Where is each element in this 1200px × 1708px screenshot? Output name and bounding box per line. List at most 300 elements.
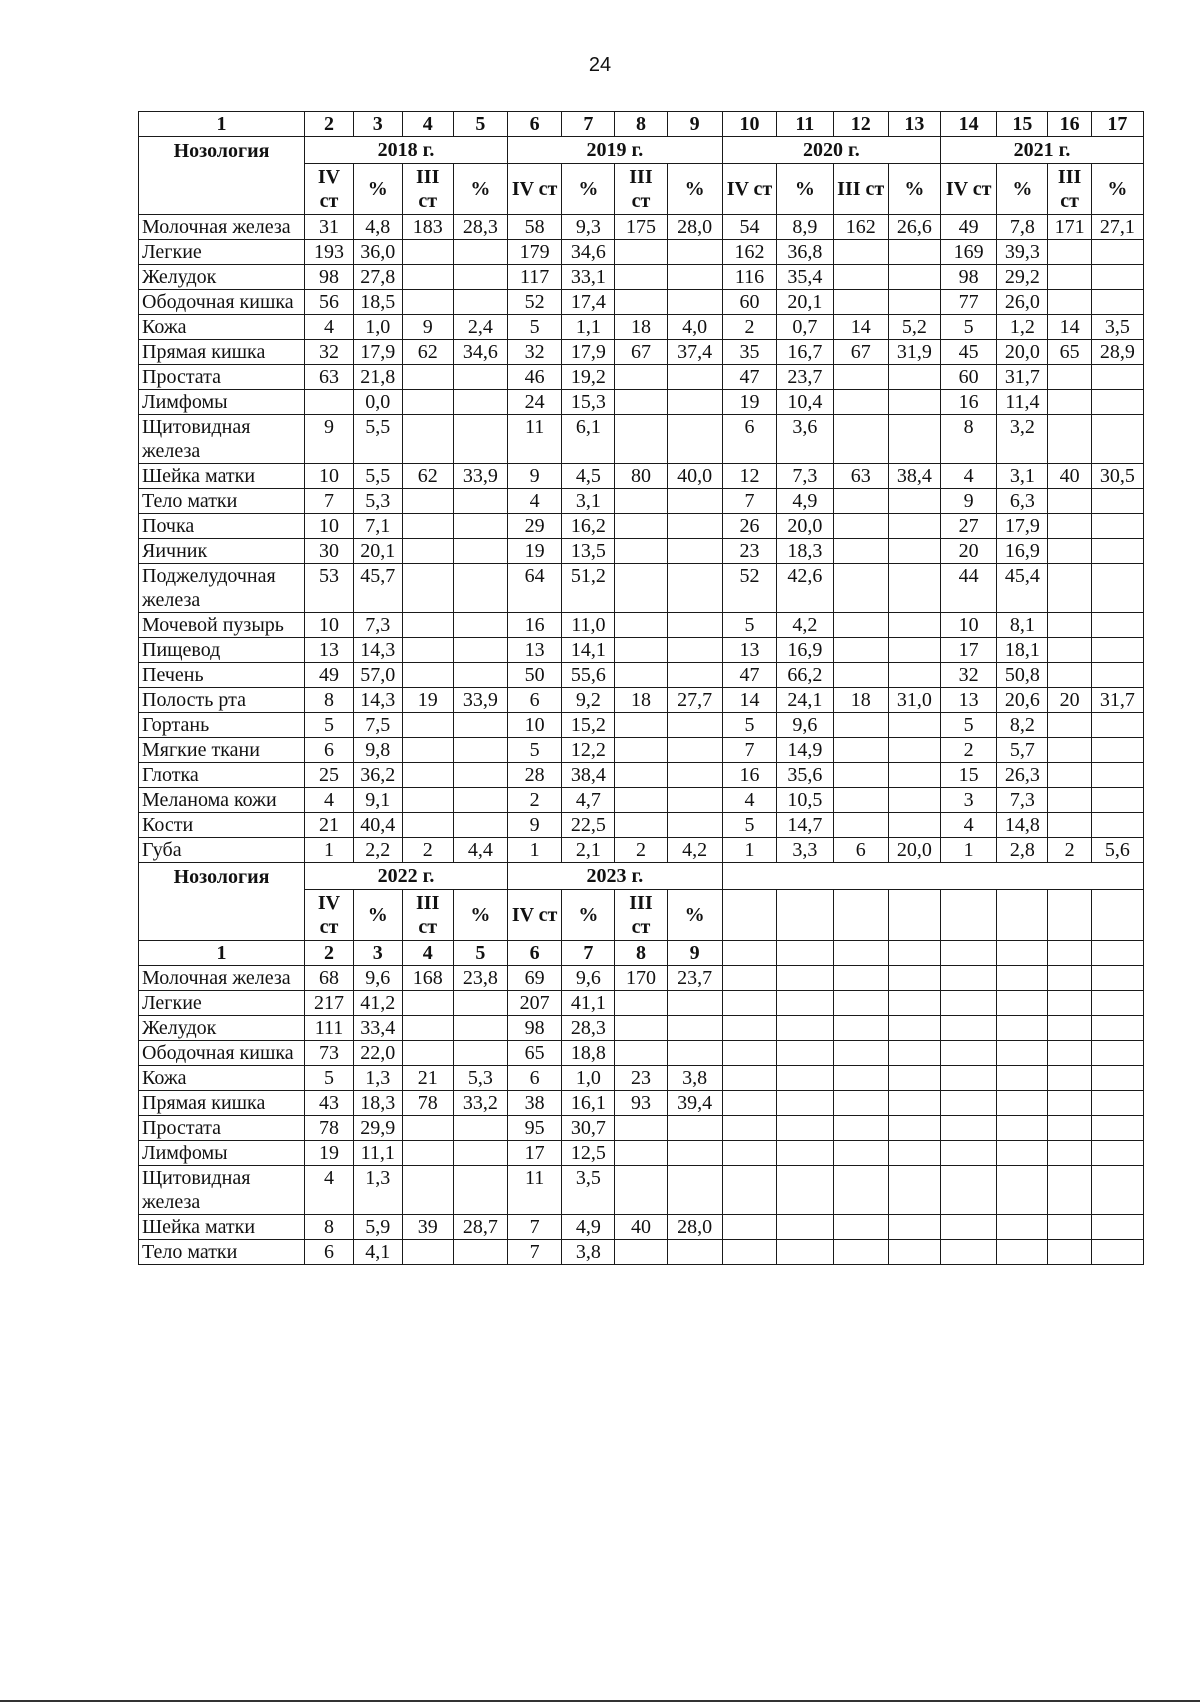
table-row — [139, 489, 1144, 514]
value-cell — [615, 813, 667, 838]
table-row — [139, 688, 1144, 713]
value-cell: 4 — [940, 464, 996, 489]
table-row — [139, 1091, 1144, 1116]
value-cell: 5 — [722, 813, 776, 838]
value-cell: 41,1 — [562, 991, 615, 1016]
value-cell: 17,9 — [353, 340, 402, 365]
empty-cell — [997, 1016, 1048, 1041]
column-number-cell: 4 — [402, 941, 453, 966]
value-cell: 8,1 — [997, 613, 1048, 638]
value-cell: 18 — [615, 688, 667, 713]
empty-cell — [888, 1141, 940, 1166]
value-cell: 4 — [305, 315, 354, 340]
empty-cell — [1091, 1166, 1143, 1215]
empty-cell — [888, 1066, 940, 1091]
value-cell: 51,2 — [562, 564, 615, 613]
value-cell: 36,8 — [777, 240, 833, 265]
column-number-cell: 2 — [305, 112, 354, 137]
empty-cell — [777, 1041, 833, 1066]
empty-cell — [1048, 966, 1091, 991]
value-cell — [1091, 738, 1143, 763]
value-cell: 5 — [940, 315, 996, 340]
empty-cell — [722, 1166, 776, 1215]
table-row — [139, 215, 1144, 240]
nozology-name-cell: Желудок — [139, 265, 305, 290]
value-cell — [1048, 738, 1091, 763]
value-cell — [1091, 638, 1143, 663]
table-row — [139, 1016, 1144, 1041]
value-cell: 2 — [615, 838, 667, 863]
value-cell — [402, 638, 453, 663]
value-cell — [615, 1016, 667, 1041]
column-number-cell: 12 — [833, 112, 888, 137]
value-cell — [833, 240, 888, 265]
year-header-cell: 2022 г. — [305, 863, 508, 890]
value-cell: 5,7 — [997, 738, 1048, 763]
empty-cell — [833, 1215, 888, 1240]
value-cell: 18 — [833, 688, 888, 713]
value-cell — [1048, 763, 1091, 788]
value-cell: 17,4 — [562, 290, 615, 315]
value-cell: 38 — [507, 1091, 561, 1116]
table-row — [139, 315, 1144, 340]
table-row — [139, 966, 1144, 991]
column-number-cell: 3 — [353, 112, 402, 137]
year-header-cell: 2018 г. — [305, 137, 508, 164]
empty-cell — [833, 890, 888, 941]
value-cell: 9 — [507, 813, 561, 838]
value-cell — [453, 763, 507, 788]
value-cell: 17 — [940, 638, 996, 663]
value-cell — [1091, 415, 1143, 464]
value-cell: 34,6 — [562, 240, 615, 265]
value-cell — [888, 763, 940, 788]
value-cell: 10,4 — [777, 390, 833, 415]
value-cell: 18 — [615, 315, 667, 340]
value-cell: 14,8 — [997, 813, 1048, 838]
value-cell — [615, 265, 667, 290]
value-cell: 5 — [940, 713, 996, 738]
value-cell: 30,5 — [1091, 464, 1143, 489]
column-number-cell: 6 — [507, 941, 561, 966]
value-cell: 28,3 — [453, 215, 507, 240]
value-cell: 31,9 — [888, 340, 940, 365]
value-cell — [615, 663, 667, 688]
empty-cell — [833, 1066, 888, 1091]
value-cell: 47 — [722, 663, 776, 688]
value-cell — [833, 539, 888, 564]
value-cell: 30,7 — [562, 1116, 615, 1141]
value-cell — [888, 788, 940, 813]
nozology-name-cell: Ободочная кишка — [139, 1041, 305, 1066]
table-row — [139, 713, 1144, 738]
value-cell: 5,3 — [453, 1066, 507, 1091]
value-cell: 33,2 — [453, 1091, 507, 1116]
value-cell: 20,1 — [353, 539, 402, 564]
nozology-name-cell: Гортань — [139, 713, 305, 738]
value-cell — [833, 638, 888, 663]
value-cell: 39 — [402, 1215, 453, 1240]
value-cell — [667, 738, 722, 763]
value-cell — [402, 265, 453, 290]
empty-cell — [997, 1166, 1048, 1215]
value-cell: 14,3 — [353, 688, 402, 713]
empty-cell — [888, 1240, 940, 1265]
empty-cell — [1091, 1215, 1143, 1240]
empty-cell — [833, 966, 888, 991]
stage-header-cell: % — [562, 890, 615, 941]
value-cell: 21 — [402, 1066, 453, 1091]
value-cell: 4,8 — [353, 215, 402, 240]
nozology-name-cell: Шейка матки — [139, 1215, 305, 1240]
value-cell — [402, 663, 453, 688]
nozology-name-cell: Почка — [139, 514, 305, 539]
value-cell — [667, 638, 722, 663]
value-cell: 5,9 — [353, 1215, 402, 1240]
value-cell: 8 — [940, 415, 996, 464]
empty-cell — [1091, 941, 1143, 966]
table-row — [139, 991, 1144, 1016]
value-cell: 54 — [722, 215, 776, 240]
value-cell: 11,1 — [353, 1141, 402, 1166]
value-cell: 7,3 — [997, 788, 1048, 813]
value-cell — [615, 290, 667, 315]
value-cell: 116 — [722, 265, 776, 290]
value-cell: 2,2 — [353, 838, 402, 863]
stage-header-cell: % — [888, 164, 940, 215]
empty-cell — [833, 1141, 888, 1166]
value-cell: 19 — [722, 390, 776, 415]
value-cell: 9,2 — [562, 688, 615, 713]
value-cell: 31 — [305, 215, 354, 240]
value-cell — [1048, 788, 1091, 813]
value-cell: 49 — [940, 215, 996, 240]
value-cell: 6 — [305, 1240, 354, 1265]
value-cell — [402, 365, 453, 390]
value-cell: 23,7 — [777, 365, 833, 390]
value-cell — [1048, 713, 1091, 738]
year-header-cell: 2021 г. — [940, 137, 1143, 164]
value-cell: 7,8 — [997, 215, 1048, 240]
value-cell: 28,3 — [562, 1016, 615, 1041]
empty-cell — [1048, 890, 1091, 941]
value-cell: 21 — [305, 813, 354, 838]
year-header-row — [139, 863, 1144, 890]
empty-cell — [997, 966, 1048, 991]
empty-cell — [833, 1041, 888, 1066]
stage-header-cell: III ст — [615, 890, 667, 941]
value-cell — [615, 638, 667, 663]
table-row — [139, 1041, 1144, 1066]
nozology-name-cell: Щитовидная железа — [139, 415, 305, 464]
nosology-stage-table — [138, 111, 1144, 1265]
nozology-name-cell: Мочевой пузырь — [139, 613, 305, 638]
nozology-name-cell: Яичник — [139, 539, 305, 564]
value-cell: 5,5 — [353, 464, 402, 489]
value-cell: 117 — [507, 265, 561, 290]
value-cell: 62 — [402, 464, 453, 489]
value-cell: 4,2 — [667, 838, 722, 863]
value-cell: 5 — [722, 713, 776, 738]
value-cell: 35,4 — [777, 265, 833, 290]
column-number-cell: 11 — [777, 112, 833, 137]
column-number-cell: 10 — [722, 112, 776, 137]
empty-cell — [722, 1240, 776, 1265]
value-cell — [667, 290, 722, 315]
value-cell — [402, 564, 453, 613]
value-cell: 6 — [507, 688, 561, 713]
empty-cell — [940, 1141, 996, 1166]
stage-header-cell: III ст — [833, 164, 888, 215]
value-cell: 24 — [507, 390, 561, 415]
value-cell: 16,2 — [562, 514, 615, 539]
value-cell: 4 — [722, 788, 776, 813]
value-cell: 26,6 — [888, 215, 940, 240]
value-cell — [402, 489, 453, 514]
value-cell: 14 — [1048, 315, 1091, 340]
value-cell — [888, 738, 940, 763]
nozology-name-cell: Тело матки — [139, 489, 305, 514]
value-cell — [453, 613, 507, 638]
value-cell — [453, 638, 507, 663]
empty-cell — [940, 890, 996, 941]
empty-cell — [722, 890, 776, 941]
value-cell: 2 — [722, 315, 776, 340]
value-cell: 1,3 — [353, 1166, 402, 1215]
value-cell — [453, 240, 507, 265]
value-cell: 31,7 — [997, 365, 1048, 390]
value-cell: 9 — [940, 489, 996, 514]
table-row — [139, 1116, 1144, 1141]
value-cell — [833, 788, 888, 813]
empty-cell — [833, 1166, 888, 1215]
value-cell: 42,6 — [777, 564, 833, 613]
column-number-cell: 1 — [139, 112, 305, 137]
nozology-name-cell: Меланома кожи — [139, 788, 305, 813]
value-cell: 77 — [940, 290, 996, 315]
value-cell — [1048, 265, 1091, 290]
value-cell: 98 — [940, 265, 996, 290]
value-cell: 29 — [507, 514, 561, 539]
stage-header-cell: % — [453, 890, 507, 941]
value-cell: 19 — [507, 539, 561, 564]
empty-cell — [997, 991, 1048, 1016]
value-cell: 80 — [615, 464, 667, 489]
value-cell: 3,6 — [777, 415, 833, 464]
empty-cell — [888, 1166, 940, 1215]
empty-cell — [833, 941, 888, 966]
value-cell — [453, 738, 507, 763]
empty-cell — [1048, 1240, 1091, 1265]
value-cell: 3,5 — [562, 1166, 615, 1215]
value-cell — [615, 539, 667, 564]
value-cell: 9 — [402, 315, 453, 340]
value-cell — [667, 415, 722, 464]
value-cell — [453, 1116, 507, 1141]
value-cell: 40 — [615, 1215, 667, 1240]
value-cell: 7 — [722, 489, 776, 514]
value-cell: 9,8 — [353, 738, 402, 763]
value-cell: 26 — [722, 514, 776, 539]
table-row — [139, 290, 1144, 315]
nozology-header-cell: Нозология — [139, 137, 305, 215]
column-number-cell: 5 — [453, 112, 507, 137]
empty-cell — [997, 941, 1048, 966]
nozology-name-cell: Пищевод — [139, 638, 305, 663]
table-row — [139, 539, 1144, 564]
value-cell: 14,1 — [562, 638, 615, 663]
nozology-name-cell: Желудок — [139, 1016, 305, 1041]
empty-cell — [777, 1141, 833, 1166]
value-cell: 5 — [305, 713, 354, 738]
value-cell — [453, 663, 507, 688]
empty-cell — [1048, 1091, 1091, 1116]
empty-cell — [833, 1240, 888, 1265]
value-cell — [1091, 539, 1143, 564]
value-cell: 7,3 — [353, 613, 402, 638]
value-cell — [615, 1116, 667, 1141]
value-cell: 50 — [507, 663, 561, 688]
value-cell — [667, 1116, 722, 1141]
value-cell: 14 — [722, 688, 776, 713]
value-cell: 18,3 — [777, 539, 833, 564]
stage-header-cell: % — [453, 164, 507, 215]
value-cell — [667, 265, 722, 290]
value-cell — [1048, 663, 1091, 688]
value-cell — [453, 539, 507, 564]
value-cell — [1091, 514, 1143, 539]
table-row — [139, 663, 1144, 688]
value-cell: 31,7 — [1091, 688, 1143, 713]
empty-cell — [888, 1215, 940, 1240]
nozology-name-cell: Поджелудочная железа — [139, 564, 305, 613]
value-cell: 217 — [305, 991, 354, 1016]
value-cell: 53 — [305, 564, 354, 613]
value-cell — [667, 763, 722, 788]
value-cell: 9,6 — [562, 966, 615, 991]
value-cell: 4,5 — [562, 464, 615, 489]
stage-header-cell: % — [667, 890, 722, 941]
value-cell — [402, 1141, 453, 1166]
value-cell: 46 — [507, 365, 561, 390]
empty-cell — [940, 1016, 996, 1041]
empty-cell — [888, 1091, 940, 1116]
value-cell: 7,3 — [777, 464, 833, 489]
value-cell — [667, 489, 722, 514]
empty-cell — [1091, 890, 1143, 941]
value-cell: 28,9 — [1091, 340, 1143, 365]
table-row — [139, 1240, 1144, 1265]
value-cell: 3,3 — [777, 838, 833, 863]
value-cell: 23 — [615, 1066, 667, 1091]
value-cell — [667, 713, 722, 738]
empty-cell — [1048, 1166, 1091, 1215]
nozology-name-cell: Полость рта — [139, 688, 305, 713]
value-cell — [888, 489, 940, 514]
value-cell: 55,6 — [562, 663, 615, 688]
table-row — [139, 564, 1144, 613]
nosology-table-container — [138, 111, 1144, 1265]
empty-cell — [722, 941, 776, 966]
empty-cell — [1048, 1215, 1091, 1240]
stage-header-cell: III ст — [402, 164, 453, 215]
column-number-cell: 3 — [353, 941, 402, 966]
value-cell — [667, 1141, 722, 1166]
value-cell — [402, 788, 453, 813]
value-cell — [888, 638, 940, 663]
nozology-name-cell: Легкие — [139, 991, 305, 1016]
value-cell: 65 — [507, 1041, 561, 1066]
empty-cell — [1048, 1141, 1091, 1166]
value-cell: 2 — [507, 788, 561, 813]
empty-cell — [1091, 1066, 1143, 1091]
value-cell — [667, 1016, 722, 1041]
value-cell: 4,0 — [667, 315, 722, 340]
value-cell — [615, 514, 667, 539]
stage-header-cell: IV ст — [507, 890, 561, 941]
value-cell — [615, 713, 667, 738]
value-cell — [833, 738, 888, 763]
value-cell — [833, 265, 888, 290]
value-cell — [888, 415, 940, 464]
empty-cell — [1091, 1141, 1143, 1166]
value-cell: 52 — [507, 290, 561, 315]
value-cell: 2 — [940, 738, 996, 763]
value-cell — [833, 613, 888, 638]
value-cell: 27 — [940, 514, 996, 539]
value-cell — [1048, 240, 1091, 265]
value-cell: 2,1 — [562, 838, 615, 863]
stage-header-cell: IV ст — [507, 164, 561, 215]
stage-header-cell: IV ст — [722, 164, 776, 215]
empty-cell — [833, 1016, 888, 1041]
value-cell — [615, 1166, 667, 1215]
page-number: 24 — [588, 54, 612, 76]
value-cell: 3,1 — [997, 464, 1048, 489]
empty-cell — [1048, 1066, 1091, 1091]
value-cell: 57,0 — [353, 663, 402, 688]
stage-header-cell: % — [562, 164, 615, 215]
value-cell — [667, 514, 722, 539]
stage-header-cell: III ст — [402, 890, 453, 941]
value-cell: 1,0 — [562, 1066, 615, 1091]
table-row — [139, 390, 1144, 415]
value-cell — [402, 290, 453, 315]
table-row — [139, 838, 1144, 863]
value-cell: 24,1 — [777, 688, 833, 713]
empty-cell — [833, 1116, 888, 1141]
value-cell — [667, 1041, 722, 1066]
value-cell — [833, 390, 888, 415]
value-cell — [1091, 713, 1143, 738]
column-number-cell: 1 — [139, 941, 305, 966]
value-cell: 39,3 — [997, 240, 1048, 265]
value-cell: 3,2 — [997, 415, 1048, 464]
value-cell: 4,4 — [453, 838, 507, 863]
value-cell: 16 — [722, 763, 776, 788]
nozology-name-cell: Лимфомы — [139, 1141, 305, 1166]
empty-cell — [997, 890, 1048, 941]
value-cell — [1048, 813, 1091, 838]
value-cell — [453, 1240, 507, 1265]
value-cell: 68 — [305, 966, 354, 991]
nozology-header-cell: Нозология — [139, 863, 305, 941]
table-row — [139, 240, 1144, 265]
nozology-name-cell: Лимфомы — [139, 390, 305, 415]
value-cell: 13 — [940, 688, 996, 713]
value-cell: 13 — [722, 638, 776, 663]
value-cell: 62 — [402, 340, 453, 365]
